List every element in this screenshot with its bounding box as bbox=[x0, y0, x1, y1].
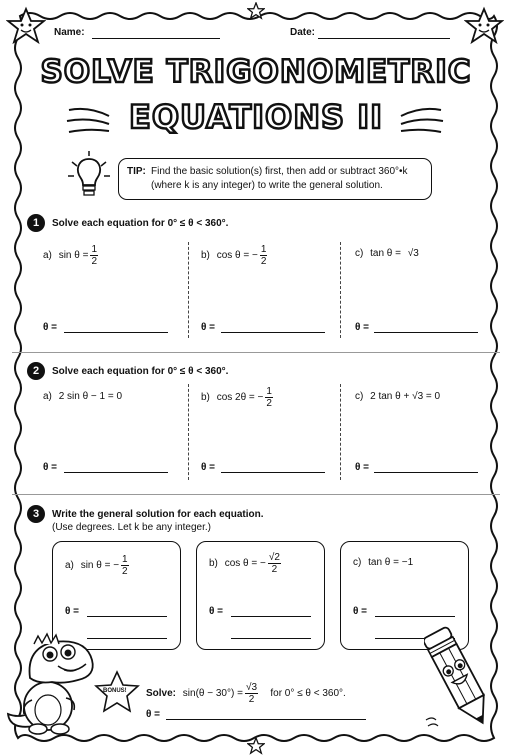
problem-3b bbox=[209, 552, 281, 575]
column-divider bbox=[340, 242, 341, 338]
fraction-numerator: 1 bbox=[91, 244, 97, 255]
answer-label: θ = bbox=[355, 322, 370, 333]
problem-letter: a) bbox=[43, 391, 52, 402]
problem-letter: a) bbox=[65, 560, 74, 571]
column-divider bbox=[188, 384, 189, 480]
problem-1b bbox=[201, 244, 267, 267]
problem-letter: c) bbox=[355, 391, 364, 402]
answer-field-3b[interactable] bbox=[231, 616, 311, 617]
star-icon bbox=[247, 737, 265, 755]
problem-letter: b) bbox=[201, 250, 210, 261]
problem-2a bbox=[43, 391, 122, 402]
section-divider bbox=[12, 352, 500, 353]
bonus-solve-label: Solve: bbox=[146, 688, 177, 699]
dinosaur-icon bbox=[4, 618, 98, 736]
pencil-character-icon bbox=[424, 622, 498, 738]
problem-rhs: √3 bbox=[407, 248, 419, 259]
bonus-condition: for 0° ≤ θ < 360°. bbox=[270, 688, 346, 699]
problem-equation: sin θ = − bbox=[80, 560, 120, 571]
tip-text-line2: (where k is any integer) to write the general solution. bbox=[151, 180, 383, 191]
smiley-star-icon bbox=[6, 6, 46, 46]
fraction-denominator: 2 bbox=[91, 256, 97, 267]
tip-label: TIP: bbox=[127, 166, 146, 177]
tip-text-line1: Find the basic solution(s) first, then add or subtract 360°•k bbox=[151, 166, 408, 177]
answer-label: θ = bbox=[201, 322, 216, 333]
problem-letter: c) bbox=[355, 248, 364, 259]
name-field[interactable] bbox=[92, 38, 220, 39]
section-divider bbox=[12, 494, 500, 495]
fraction-denominator: 2 bbox=[248, 694, 255, 705]
column-divider bbox=[340, 384, 341, 480]
bonus-problem bbox=[146, 682, 346, 705]
answer-label: θ = bbox=[353, 606, 368, 617]
answer-label: θ = bbox=[201, 462, 216, 473]
problem-equation: tan θ = bbox=[370, 248, 401, 259]
fraction bbox=[90, 244, 98, 267]
fraction bbox=[245, 682, 258, 705]
fraction bbox=[121, 554, 129, 577]
date-field[interactable] bbox=[318, 38, 450, 39]
problem-letter: b) bbox=[201, 392, 210, 403]
answer-field-1b[interactable] bbox=[221, 332, 325, 333]
answer-field-3a[interactable] bbox=[87, 616, 167, 617]
section2-heading: Solve each equation for 0° ≤ θ < 360°. bbox=[52, 366, 229, 377]
answer-field-3a-line2[interactable] bbox=[87, 638, 167, 639]
swoosh-left-icon bbox=[64, 102, 114, 138]
section3-subheading: (Use degrees. Let k be any integer.) bbox=[52, 522, 211, 533]
lightbulb-icon bbox=[66, 150, 112, 200]
fraction-numerator: √3 bbox=[245, 682, 258, 693]
answer-field-2b[interactable] bbox=[221, 472, 325, 473]
problem-equation: 2 sin θ − 1 = 0 bbox=[58, 391, 123, 402]
fraction-numerator: √2 bbox=[268, 552, 280, 563]
page-title-line1: SOLVE TRIGONOMETRIC bbox=[40, 54, 472, 90]
problem-equation: cos θ = − bbox=[216, 250, 258, 261]
section3-heading: Write the general solution for each equation. bbox=[52, 509, 264, 520]
section1-number: 1 bbox=[27, 214, 45, 232]
section3-number: 3 bbox=[27, 505, 45, 523]
swoosh-right-icon bbox=[396, 102, 446, 138]
smiley-star-icon bbox=[464, 6, 504, 46]
fraction-numerator: 1 bbox=[122, 554, 128, 565]
answer-label: θ = bbox=[65, 606, 80, 617]
section1-heading: Solve each equation for 0° ≤ θ < 360°. bbox=[52, 218, 229, 229]
problem-3a bbox=[65, 554, 129, 577]
problem-1a bbox=[43, 244, 98, 267]
problem-letter: b) bbox=[209, 558, 218, 569]
page-title-line2: EQUATIONS II bbox=[128, 98, 384, 136]
fraction-denominator: 2 bbox=[260, 256, 267, 267]
answer-label: θ = bbox=[146, 709, 161, 720]
problem-3c bbox=[353, 557, 413, 568]
problem-letter: c) bbox=[353, 557, 362, 568]
answer-field-2c[interactable] bbox=[374, 472, 478, 473]
answer-label: θ = bbox=[209, 606, 224, 617]
problem-equation: sin θ = bbox=[58, 250, 89, 261]
bonus-answer-field[interactable] bbox=[166, 719, 366, 720]
fraction bbox=[268, 552, 281, 575]
problem-equation: tan θ = −1 bbox=[368, 557, 414, 568]
answer-field-3b-line2[interactable] bbox=[231, 638, 311, 639]
column-divider bbox=[188, 242, 189, 338]
answer-field-1c[interactable] bbox=[374, 332, 478, 333]
problem-2c bbox=[355, 391, 440, 402]
section2-number: 2 bbox=[27, 362, 45, 380]
name-label: Name: bbox=[54, 27, 85, 38]
fraction-numerator: 1 bbox=[260, 244, 267, 255]
date-label: Date: bbox=[290, 27, 316, 38]
problem-1c bbox=[355, 248, 419, 259]
fraction bbox=[265, 386, 273, 409]
answer-field-2a[interactable] bbox=[64, 472, 168, 473]
problem-equation: 2 tan θ + √3 = 0 bbox=[370, 391, 441, 402]
answer-label: θ = bbox=[355, 462, 370, 473]
bonus-badge: BONUS! bbox=[103, 688, 127, 694]
fraction-denominator: 2 bbox=[122, 566, 128, 577]
answer-label: θ = bbox=[43, 462, 58, 473]
answer-field-1a[interactable] bbox=[64, 332, 168, 333]
fraction-denominator: 2 bbox=[271, 564, 278, 575]
star-icon bbox=[247, 2, 265, 20]
bonus-equation: sin(θ − 30°) = bbox=[182, 688, 243, 699]
problem-card-3b bbox=[196, 541, 325, 650]
fraction bbox=[260, 244, 268, 267]
problem-equation: cos 2θ = − bbox=[216, 392, 264, 403]
problem-2b bbox=[201, 386, 273, 409]
answer-label: θ = bbox=[43, 322, 58, 333]
problem-letter: a) bbox=[43, 250, 52, 261]
fraction-denominator: 2 bbox=[266, 398, 272, 409]
tip-box bbox=[118, 158, 432, 200]
answer-field-3c[interactable] bbox=[375, 616, 455, 617]
fraction-numerator: 1 bbox=[266, 386, 272, 397]
problem-equation: cos θ = − bbox=[224, 558, 266, 569]
